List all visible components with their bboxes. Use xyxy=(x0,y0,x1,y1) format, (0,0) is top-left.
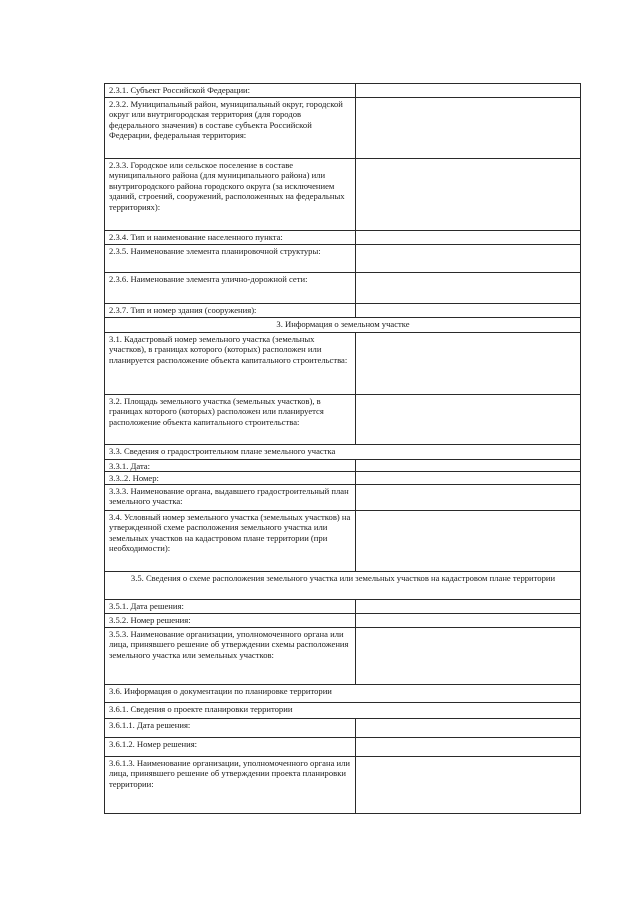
section-row xyxy=(105,445,581,460)
field-value-cell[interactable] xyxy=(356,98,581,159)
field-row xyxy=(105,245,581,273)
section-row xyxy=(105,684,581,702)
field-row xyxy=(105,756,581,813)
field-label: 2.3.1. Субъект Российской Федерации: xyxy=(105,84,356,98)
field-row xyxy=(105,84,581,98)
field-value-cell[interactable] xyxy=(356,613,581,627)
field-row xyxy=(105,510,581,571)
field-label: 3.3.3. Наименование органа, выдавшего градостроительный план земельного участка: xyxy=(105,484,356,510)
field-value-cell[interactable] xyxy=(356,599,581,613)
field-label: 2.3.6. Наименование элемента улично-дорожной сети: xyxy=(105,273,356,304)
field-value-cell[interactable] xyxy=(356,159,581,231)
field-label: 2.3.2. Муниципальный район, муниципальный округ, городской округ или внутригородская территория (для городов федерального значения) в составе субъекта Российской Федерации, федеральная территория: xyxy=(105,98,356,159)
field-row xyxy=(105,460,581,472)
section-heading: 3.6. Информация о документации по планировке территории xyxy=(105,684,581,702)
field-label: 3.5.1. Дата решения: xyxy=(105,599,356,613)
field-row xyxy=(105,304,581,318)
form-table xyxy=(104,83,581,814)
field-value-cell[interactable] xyxy=(356,756,581,813)
field-label: 3.5.3. Наименование организации, уполномоченного органа или лица, принявшего решение об утверждении схемы расположения земельного участка или земельных участков: xyxy=(105,627,356,684)
field-row xyxy=(105,98,581,159)
field-label: 2.3.5. Наименование элемента планировочной структуры: xyxy=(105,245,356,273)
field-label: 3.2. Площадь земельного участка (земельных участков), в границах которого (которых) расположен или планируется расположение объекта капитального строительства: xyxy=(105,395,356,445)
field-row xyxy=(105,737,581,756)
field-row xyxy=(105,159,581,231)
field-label: 2.3.4. Тип и наименование населенного пункта: xyxy=(105,231,356,245)
field-value-cell[interactable] xyxy=(356,273,581,304)
field-row xyxy=(105,231,581,245)
section-heading: 3.5. Сведения о схеме расположения земельного участка или земельных участков на кадастровом плане территории xyxy=(105,571,581,599)
section-heading: 3.3. Сведения о градостроительном плане земельного участка xyxy=(105,445,581,460)
field-value-cell[interactable] xyxy=(356,484,581,510)
section-row xyxy=(105,702,581,718)
field-row xyxy=(105,273,581,304)
field-value-cell[interactable] xyxy=(356,460,581,472)
field-label: 2.3.7. Тип и номер здания (сооружения): xyxy=(105,304,356,318)
field-value-cell[interactable] xyxy=(356,737,581,756)
field-row xyxy=(105,613,581,627)
form-body xyxy=(105,84,581,814)
field-row xyxy=(105,718,581,737)
field-label: 3.6.1.3. Наименование организации, уполномоченного органа или лица, принявшего решение об утверждении проекта планировки территории: xyxy=(105,756,356,813)
field-value-cell[interactable] xyxy=(356,627,581,684)
field-value-cell[interactable] xyxy=(356,231,581,245)
field-label: 3.3.1. Дата: xyxy=(105,460,356,472)
field-value-cell[interactable] xyxy=(356,718,581,737)
field-row xyxy=(105,599,581,613)
field-value-cell[interactable] xyxy=(356,510,581,571)
field-label: 3.6.1.1. Дата решения: xyxy=(105,718,356,737)
section-row xyxy=(105,318,581,333)
section-heading: 3. Информация о земельном участке xyxy=(105,318,581,333)
field-value-cell[interactable] xyxy=(356,84,581,98)
field-label: 3.1. Кадастровый номер земельного участка (земельных участков), в границах которого (которых) расположен или планируется расположение объекта капитального строительства: xyxy=(105,333,356,395)
field-row xyxy=(105,627,581,684)
field-label: 2.3.3. Городское или сельское поселение в составе муниципального района (для муниципального района) или внутригородского района городского округа (за исключением зданий, строений, сооружений, расположенных на федеральных территориях): xyxy=(105,159,356,231)
field-row xyxy=(105,484,581,510)
field-row xyxy=(105,395,581,445)
field-value-cell[interactable] xyxy=(356,395,581,445)
field-label: 3.5.2. Номер решения: xyxy=(105,613,356,627)
section-row xyxy=(105,571,581,599)
field-value-cell[interactable] xyxy=(356,472,581,484)
field-label: 3.4. Условный номер земельного участка (земельных участков) на утвержденной схеме расположения земельного участка или земельных участков на кадастровом плане территории (при необходимости): xyxy=(105,510,356,571)
field-row xyxy=(105,333,581,395)
field-label: 3.6.1.2. Номер решения: xyxy=(105,737,356,756)
section-heading: 3.6.1. Сведения о проекте планировки территории xyxy=(105,702,581,718)
field-value-cell[interactable] xyxy=(356,333,581,395)
field-value-cell[interactable] xyxy=(356,245,581,273)
field-label: 3.3..2. Номер: xyxy=(105,472,356,484)
field-value-cell[interactable] xyxy=(356,304,581,318)
field-row xyxy=(105,472,581,484)
